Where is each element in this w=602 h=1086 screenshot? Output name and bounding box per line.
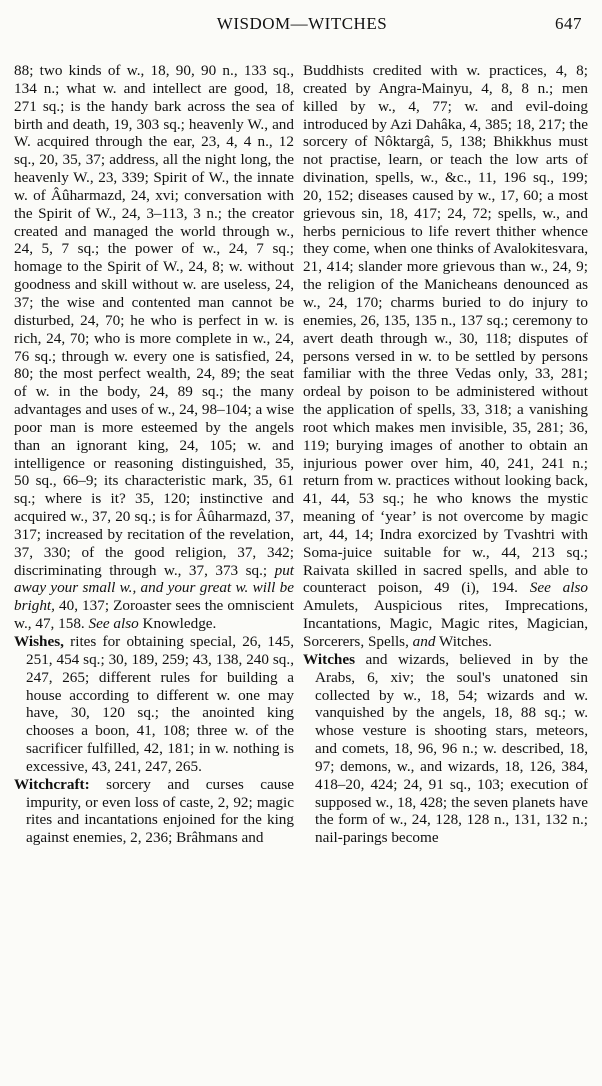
wisdom-see-also-value: Knowledge. bbox=[142, 615, 217, 633]
wisdom-see-also-label: See also bbox=[88, 615, 139, 633]
headword-witchcraft: Witchcraft: bbox=[14, 775, 90, 793]
left-column bbox=[14, 62, 294, 847]
entry-witchcraft bbox=[14, 776, 294, 847]
witchcraft-text-a: Buddhists credited with w. practices, 4, 8; created by Angra-Mainyu, 4, 8, 8 n.; men killed by w., 4, 77; w. and evil-doing introduced by Azi Dahâka, 4, 385; 18, 217; the sorcery of Nôktargâ, 5, 138; Bhikkhus must not practise, learn, or teach the low arts of divination, spells, w., &c., 11, 196 sq., 199; 20, 152; diseases caused by w., 17, 60; a most grievous sin, 18, 417; 24, 72; spells, w., and herbs pernicious to life revert thither whence they come, when one thinks of Avalokitesvara, 21, 414; slander more grievous than w., 24, 9; the religion of the Manicheans denounced as w., 24, 170; charms buried to do injury to enemies, 26, 135, 135 n., 137 sq.; ceremony to avert death through w., 30, 118; disputes of persons versed in w. to be settled by persons familiar with the three Vedas only, 33, 281; ordeal by poison to be administered without the application of spells, 33, 318; a vanishing root which makes men invisible, 35, 281; 36, 119; burying images of another to obtain an injurious power over him, 40, 241, 241 n.; return from w. practices without looking back, 41, 44, 53 sq.; he who knows the mystic meaning of ‘year’ is not overcome by magic art, 44, 14; Indra exorcized by Tvashtri with Soma-juice suitable for w., 44, 213 sq.; Raivata skilled in sacred spells, and able to counteract poison, 49 (i), 194. bbox=[303, 62, 588, 597]
witches-body: and wizards, believed in by the Arabs, 6, xiv; the soul's unatoned sin collected by w., 18, 54; wizards and w. vanquished by the angels, 18, 88 sq.; w. whose vesture is shooting stars, meteors, and comets, 18, 96, 96 n.; w. described, 18, 97; demons, w., and wizards, 18, 126, 384, 418–20, 424; 24, 91 sq., 103; execution of supposed w., 18, 428; the seven planets have the form of w., 24, 128, 128 n., 131, 132 n.; nail-parings become bbox=[315, 650, 588, 847]
wishes-body: rites for obtaining special, 26, 145, 251, 454 sq.; 30, 189, 259; 43, 138, 240 sq., 247, 265; different rules for building a house according to different w. one may have, 30, 120 sq.; the anointed king chooses a boon, 41, 108; three w. of the sacrificer fulfilled, 42, 181; in w. nothing is excessive, 43, 241, 247, 265. bbox=[26, 633, 294, 775]
running-title: WISDOM—WITCHES bbox=[216, 14, 388, 33]
witchcraft-see-also-label: See also bbox=[529, 579, 588, 597]
witchcraft-body: sorcery and curses cause impurity, or even loss of caste, 2, 92; magic rites and incantations enjoined for the king against enemies, 2, 236; Brâhmans and bbox=[26, 775, 294, 847]
wisdom-text-b: 40, 137; Zoroaster sees the omniscient w., 47, 158. bbox=[14, 597, 294, 633]
entry-witchcraft-continued bbox=[303, 62, 588, 651]
headword-witches: Witches bbox=[303, 650, 356, 668]
headword-wishes: Wishes, bbox=[14, 633, 64, 650]
right-column bbox=[303, 62, 588, 847]
running-header bbox=[22, 14, 582, 40]
witchcraft-and: and bbox=[412, 633, 436, 650]
witchcraft-last: Witches. bbox=[438, 633, 492, 650]
wisdom-quote: put away your small w., and your great w. will be bright, bbox=[14, 561, 295, 615]
entry-witches bbox=[303, 651, 588, 847]
witchcraft-see-also-value: Amulets, Auspicious rites, Imprecations, Incantations, Magic, Magic rites, Magician, Sorcerers, Spells, bbox=[303, 597, 588, 650]
entry-wishes bbox=[14, 633, 294, 776]
entry-wisdom-continued bbox=[14, 62, 294, 633]
wisdom-text-a: 88; two kinds of w., 18, 90, 90 n., 133 sq., 134 n.; what w. and intellect are good, 18, 271 sq.; is the handy bark across the sea of birth and death, 19, 303 sq.; heavenly W., and W. acquired through the ear, 23, 4, 4 n., 12 sq., 20, 35, 37; address, all the night long, the heavenly W., 23, 339; Spirit of W., the innate w. of Âûharmazd, 24, xvi; conversation with the Spirit of W., 24, 3–113, 3 n.; the creator created and managed the world through w., 24, 5, 7 sq.; the power of w., 24, 7 sq.; homage to the Spirit of W., 24, 8; w. without goodness and skill without w. are useless, 24, 37; the wise and contented man cannot be disturbed, 24, 70; he who is perfect in w. is rich, 24, 70; who is more complete in w., 24, 76 sq.; through w. every one is satisfied, 24, 80; the most perfect wealth, 24, 89; the seat of w. in the body, 24, 89 sq.; the many advantages and uses of w., 24, 98–104; a wise poor man is more esteemed by the angels than an ignorant king, 24, 105; w. and intelligence or reasoning distinguished, 35, 50 sq., 66–9; its characteristic mark, 35, 61 sq.; where is it? 35, 120; instinctive and acquired w., 37, 20 sq.; is for Âûharmazd, 37, 317; increased by recitation of the revelation, 37, 330; of the good religion, 37, 342; discriminating through w., 37, 373 sq.; bbox=[14, 62, 294, 579]
page-number: 647 bbox=[555, 14, 582, 33]
